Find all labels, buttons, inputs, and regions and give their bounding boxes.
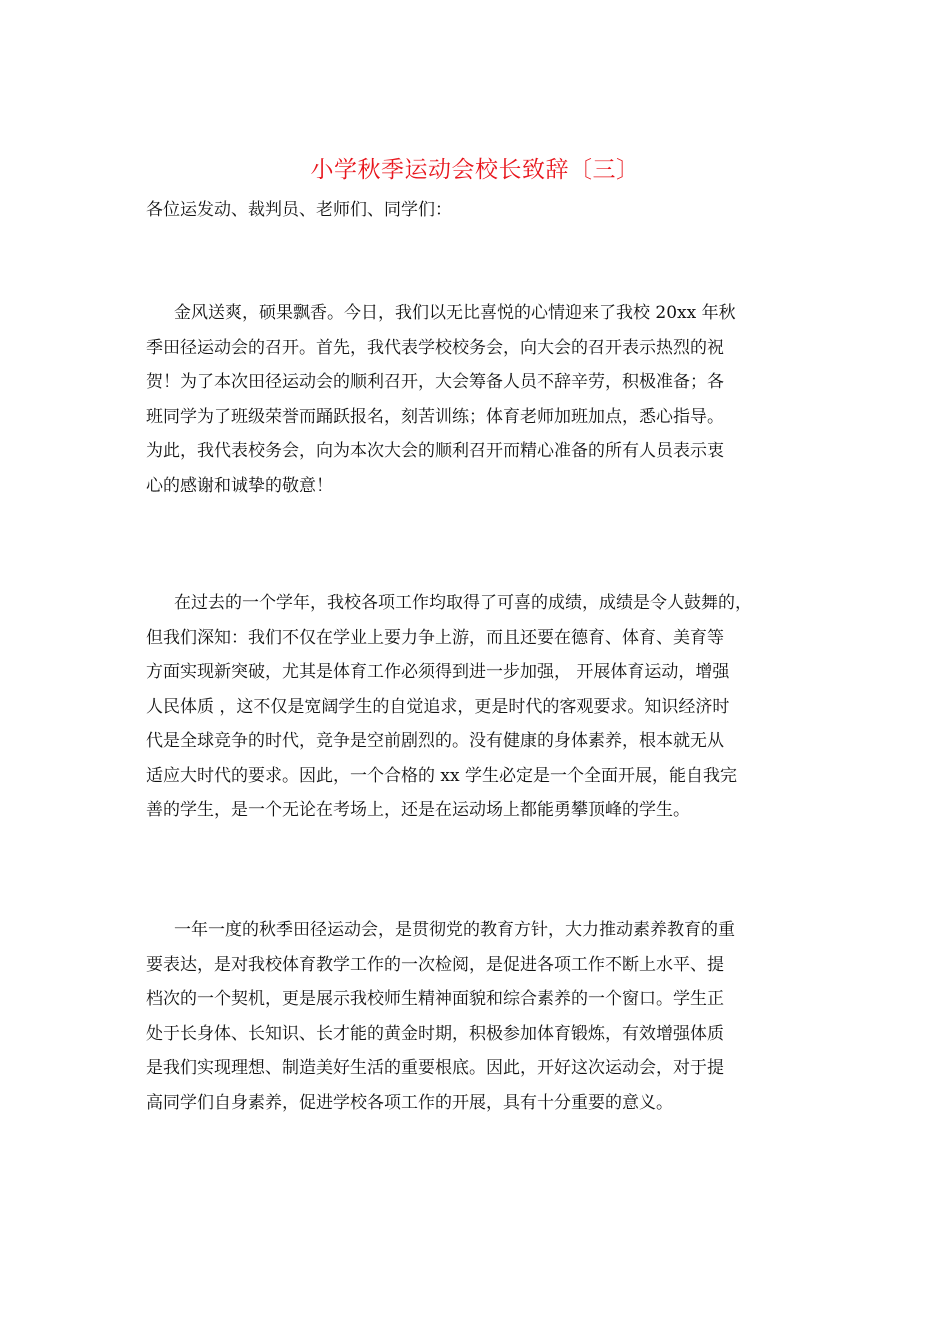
paragraph-line: 是我们实现理想、制造美好生活的重要根底。因此，开好这次运动会，对于提 bbox=[146, 1058, 724, 1078]
paragraph-line: 方面实现新突破，尤其是体育工作必须得到进一步加强， 开展体育运动，增强 bbox=[146, 662, 730, 682]
paragraph-1 bbox=[146, 296, 822, 503]
paragraph-line: 季田径运动会的召开。首先，我代表学校校务会，向大会的召开表示热烈的祝 bbox=[146, 337, 724, 358]
paragraph-line: 高同学们自身素养，促进学校各项工作的开展，具有十分重要的意义。 bbox=[146, 1092, 673, 1113]
paragraph-2 bbox=[146, 586, 822, 828]
paragraph-line: 在过去的一个学年，我校各项工作均取得了可喜的成绩，成绩是令人鼓舞的， bbox=[174, 593, 752, 613]
paragraph-line: 金风送爽，硕果飘香。今日，我们以无比喜悦的心情迎来了我校 20xx 年秋 bbox=[174, 303, 736, 323]
paragraph-line: 善的学生，是一个无论在考场上，还是在运动场上都能勇攀顶峰的学生。 bbox=[146, 800, 690, 820]
paragraph-line: 代是全球竞争的时代，竞争是空前剧烈的。没有健康的身体素养，根本就无从 bbox=[146, 731, 724, 751]
paragraph-line: 处于长身体、长知识、长才能的黄金时期，积极参加体育锻炼，有效增强体质 bbox=[146, 1023, 724, 1044]
paragraph-3 bbox=[146, 913, 822, 1120]
paragraph-line: 心的感谢和诚挚的敬意！ bbox=[146, 475, 333, 496]
paragraph-line: 但我们深知：我们不仅在学业上要力争上游，而且还要在德育、体育、美育等 bbox=[146, 627, 724, 648]
paragraph-line: 人民体质 ，这不仅是宽阔学生的自觉追求，更是时代的客观要求。知识经济时 bbox=[146, 696, 730, 717]
paragraph-line: 班同学为了班级荣誉而踊跃报名，刻苦训练；体育老师加班加点，悉心指导。 bbox=[146, 406, 724, 427]
paragraph-line: 档次的一个契机，更是展示我校师生精神面貌和综合素养的一个窗口。学生正 bbox=[146, 989, 724, 1009]
paragraph-line: 一年一度的秋季田径运动会，是贯彻党的教育方针，大力推动素养教育的重 bbox=[174, 920, 735, 940]
document-title: 小学秋季运动会校长致辞〔三〕 bbox=[310, 157, 640, 183]
paragraph-line: 为此，我代表校务会，向为本次大会的顺利召开而精心准备的所有人员表示衷 bbox=[146, 441, 724, 461]
salutation: 各位运发动、裁判员、老师们、同学们： bbox=[146, 200, 452, 220]
paragraph-line: 适应大时代的要求。因此，一个合格的 xx 学生必定是一个全面开展，能自我完 bbox=[146, 765, 737, 786]
paragraph-line: 贺！为了本次田径运动会的顺利召开，大会筹备人员不辞辛劳，积极准备；各 bbox=[146, 372, 724, 392]
paragraph-line: 要表达，是对我校体育教学工作的一次检阅，是促进各项工作不断上水平、提 bbox=[146, 954, 724, 975]
